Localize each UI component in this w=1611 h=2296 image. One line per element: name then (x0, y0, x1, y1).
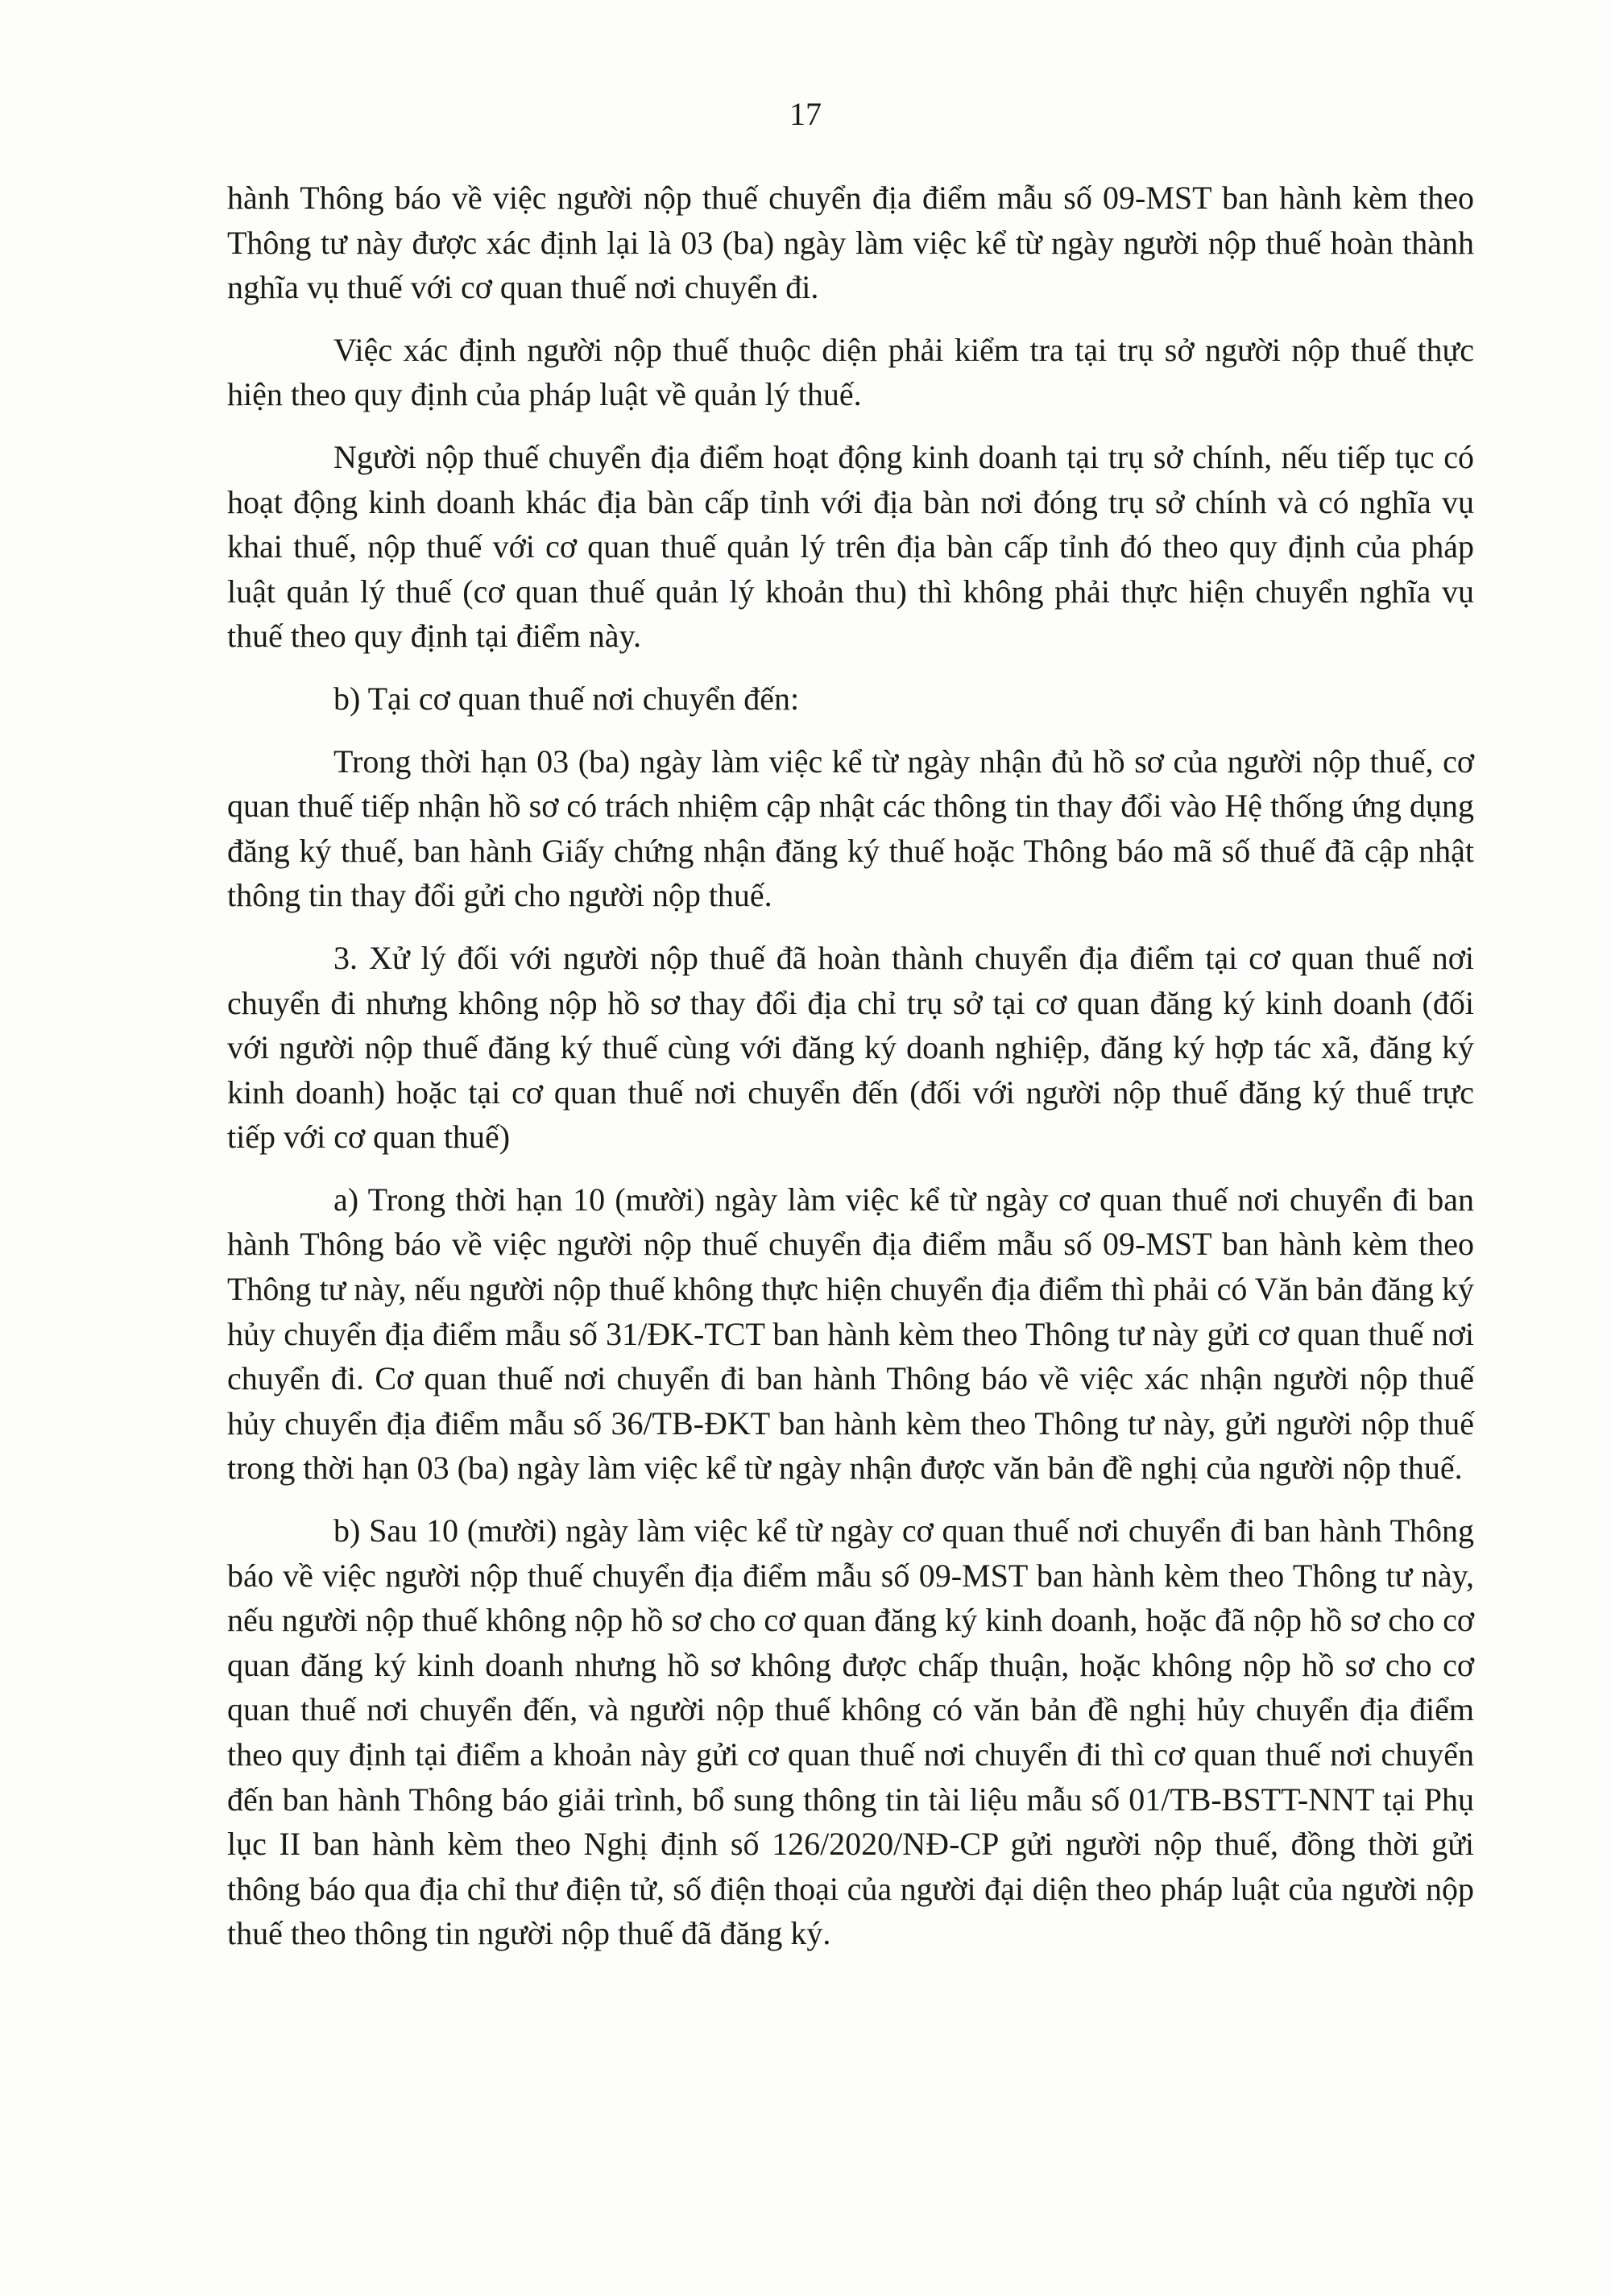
subsection-b-heading: b) Tại cơ quan thuế nơi chuyển đến: (333, 680, 800, 717)
paragraph-inspection: Việc xác định người nộp thuế thuộc diện phải kiểm tra tại trụ sở người nộp thuế thực hiện theo quy định của pháp luật về quản lý thuế. (227, 331, 1474, 413)
page-number: 17 (789, 96, 822, 132)
document-body (227, 176, 1474, 1974)
paragraph-continuation: hành Thông báo về việc người nộp thuế chuyển địa điểm mẫu số 09-MST ban hành kèm theo Thông tư này được xác định lại là 03 (ba) ngày làm việc kể từ ngày người nộp thuế hoàn thành nghĩa vụ thuế với cơ quan thuế nơi chuyển đi. (227, 180, 1474, 306)
paragraph-head-office-move: Người nộp thuế chuyển địa điểm hoạt động kinh doanh tại trụ sở chính, nếu tiếp tục có hoạt động kinh doanh khác địa bàn cấp tỉnh với địa bàn nơi đóng trụ sở chính và có nghĩa vụ khai thuế, nộp thuế với cơ quan thuế quản lý trên địa bàn cấp tỉnh đó theo quy định của pháp luật quản lý thuế (cơ quan thuế quản lý khoản thu) thì không phải thực hiện chuyển nghĩa vụ thuế theo quy định tại điểm này. (227, 438, 1474, 655)
paragraph-point-b: b) Sau 10 (mười) ngày làm việc kể từ ngày cơ quan thuế nơi chuyển đi ban hành Thông báo về việc người nộp thuế chuyển địa điểm mẫu số 09-MST ban hành kèm theo Thông tư này, nếu người nộp thuế không nộp hồ sơ cho cơ quan đăng ký kinh doanh, hoặc đã nộp hồ sơ cho cơ quan đăng ký kinh doanh nhưng hồ sơ không được chấp thuận, hoặc không nộp hồ sơ cho cơ quan thuế nơi chuyển đến, và người nộp thuế không có văn bản đề nghị hủy chuyển địa điểm theo quy định tại điểm a khoản này gửi cơ quan thuế nơi chuyển đi thì cơ quan thuế nơi chuyển đến ban hành Thông báo giải trình, bổ sung thông tin tài liệu mẫu số 01/TB-BSTT-NNT tại Phụ lục II ban hành kèm theo Nghị định số 126/2020/NĐ-CP gửi người nộp thuế, đồng thời gửi thông báo qua địa chỉ thư điện tử, số điện thoại của người đại diện theo pháp luật của người nộp thuế theo thông tin người nộp thuế đã đăng ký. (227, 1512, 1474, 1952)
section-3-heading: 3. Xử lý đối với người nộp thuế đã hoàn thành chuyển địa điểm tại cơ quan thuế nơi chuyển đi nhưng không nộp hồ sơ thay đổi địa chỉ trụ sở tại cơ quan đăng ký kinh doanh (đối với người nộp thuế đăng ký thuế cùng với đăng ký doanh nghiệp, đăng ký hợp tác xã, đăng ký kinh doanh) hoặc tại cơ quan thuế nơi chuyển đến (đối với người nộp thuế đăng ký thuế trực tiếp với cơ quan thuế) (227, 939, 1474, 1156)
paragraph-destination-office: Trong thời hạn 03 (ba) ngày làm việc kể từ ngày nhận đủ hồ sơ của người nộp thuế, cơ quan thuế tiếp nhận hồ sơ có trách nhiệm cập nhật các thông tin thay đổi vào Hệ thống ứng dụng đăng ký thuế, ban hành Giấy chứng nhận đăng ký thuế hoặc Thông báo mã số thuế đã cập nhật thông tin thay đổi gửi cho người nộp thuế. (227, 743, 1474, 914)
paragraph-point-a: a) Trong thời hạn 10 (mười) ngày làm việc kể từ ngày cơ quan thuế nơi chuyển đi ban hành Thông báo về việc người nộp thuế chuyển địa điểm mẫu số 09-MST ban hành kèm theo Thông tư này, nếu người nộp thuế không thực hiện chuyển địa điểm thì phải có Văn bản đăng ký hủy chuyển địa điểm mẫu số 31/ĐK-TCT ban hành kèm theo Thông tư này gửi cơ quan thuế nơi chuyển đi. Cơ quan thuế nơi chuyển đi ban hành Thông báo về việc xác nhận người nộp thuế hủy chuyển địa điểm mẫu số 36/TB-ĐKT ban hành kèm theo Thông tư này, gửi người nộp thuế trong thời hạn 03 (ba) ngày làm việc kể từ ngày nhận được văn bản đề nghị của người nộp thuế. (227, 1181, 1474, 1487)
